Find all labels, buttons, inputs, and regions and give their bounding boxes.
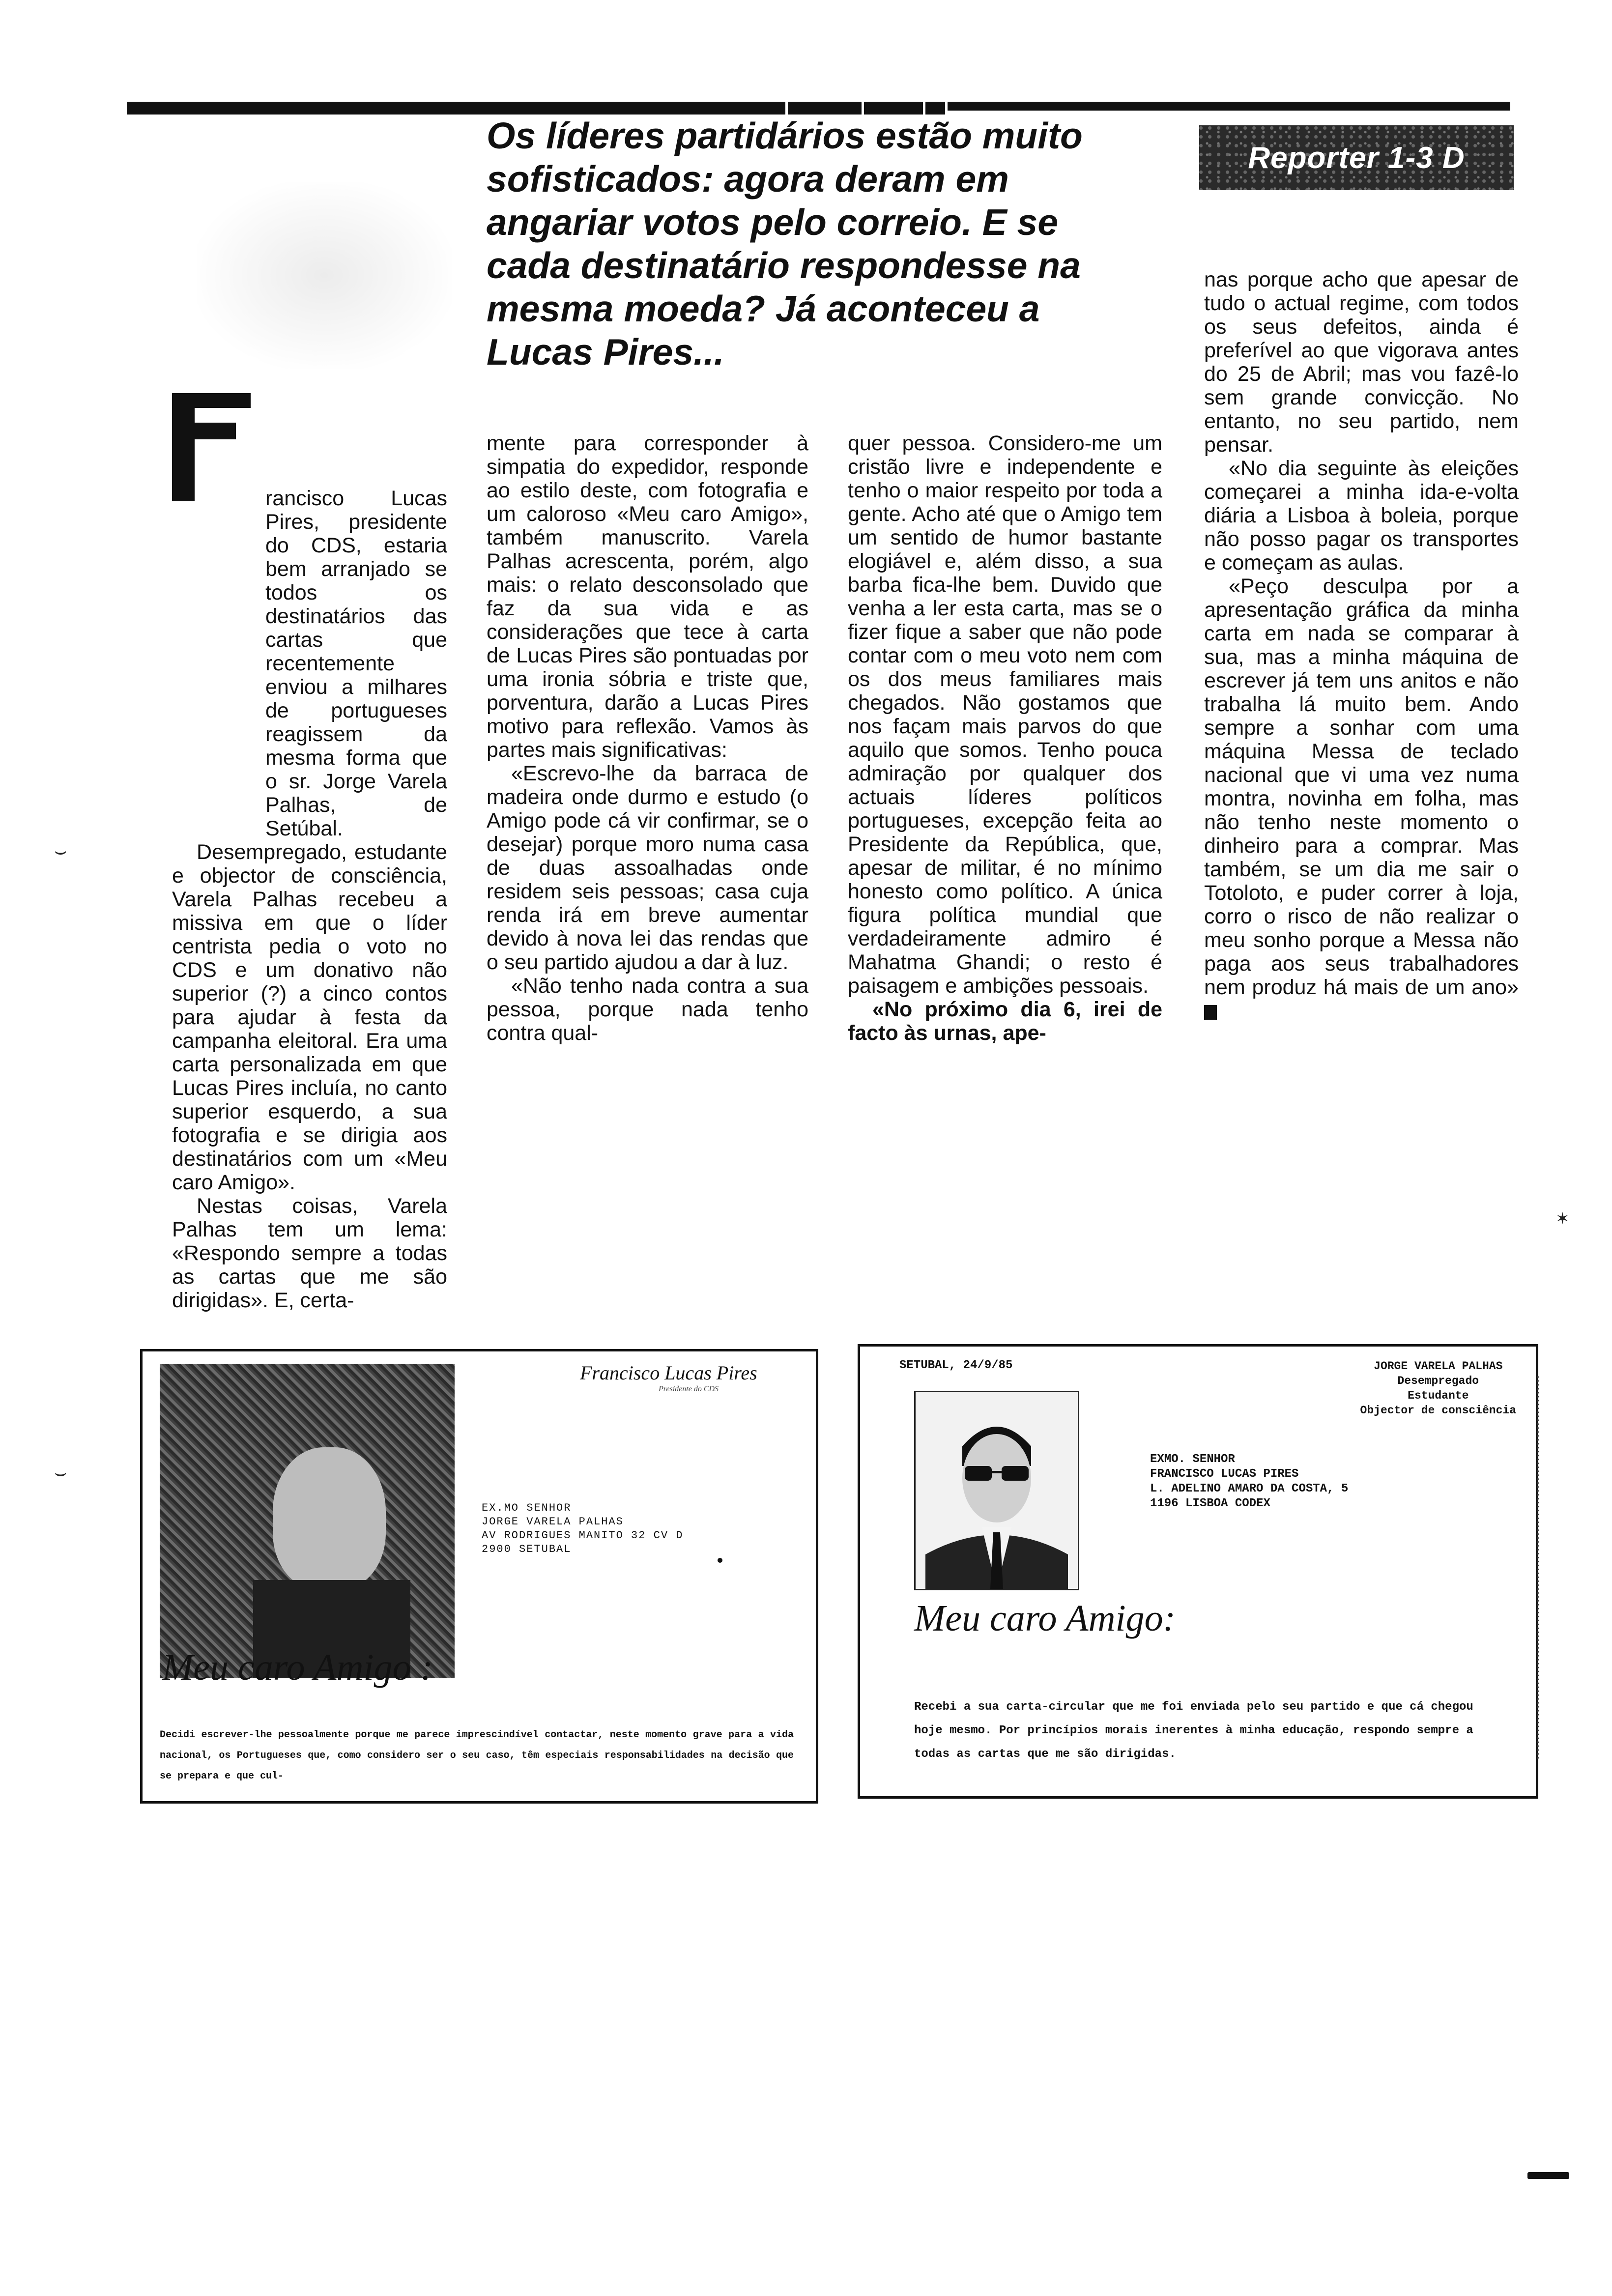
recipient-block <box>1150 1452 1348 1511</box>
address-line: EX.MO SENHOR <box>482 1502 572 1514</box>
header-rule <box>127 102 1510 115</box>
margin-mark-icon: ⌣ <box>54 840 67 862</box>
paragraph: nas porque acho que apesar de tudo o actual regime, com todos os seus defeitos, ainda é preferível ao que vigorava antes do 25 de Abril; mas vou fazê-lo sem grande convicção. No entanto, no seu partido, nem pensar. <box>1204 268 1519 457</box>
paragraph: Nestas coisas, Varela Palhas tem um lema: «Respondo sempre a todas as cartas que me são dirigidas». E, certa- <box>172 1194 447 1312</box>
letter-body: Decidi escrever-lhe pessoalmente porque me parece imprescindível contactar, neste momento grave para a vida nacional, os Portugueses que, como considero ser o seu caso, têm especiais responsabilidades na decisão que se prepara e que cul- <box>160 1729 794 1782</box>
paragraph <box>1204 574 1519 1023</box>
paragraph: mente para corresponder à simpatia do expedidor, responde ao estilo deste, com fotografia e um caloroso «Meu caro Amigo», também manuscrito. Varela Palhas acrescenta, porém, algo mais: o relato desconsolado que faz da sua vida e as considerações que tece à carta de Lucas Pires são pontuadas por uma ironia sóbria e triste que, porventura, darão a Lucas Pires motivo para reflexão. Vamos às partes mais significativas: <box>487 431 808 762</box>
paragraph: rancisco Lucas Pires, presidente do CDS, estaria bem arranjado se todos os destinatários das cartas que recentemente enviou a milhares de portugueses reagissem da mesma forma que o sr. Jorge Varela Palhas, de Setúbal. <box>265 487 447 840</box>
bottom-margin-mark <box>1527 2172 1569 2179</box>
edge-perforation <box>1537 1376 1542 1759</box>
article-column-3 <box>848 431 1162 1045</box>
handwritten-salutation: Meu caro Amigo : <box>162 1647 433 1688</box>
article-column-1 <box>172 487 447 1312</box>
sender-line: Estudante <box>1408 1389 1469 1402</box>
recipient-line: EXMO. SENHOR <box>1150 1453 1235 1466</box>
margin-mark-icon: ✶ <box>1555 1209 1570 1228</box>
drop-cap <box>172 393 251 501</box>
varela-palhas-photo <box>914 1391 1079 1590</box>
address-line: AV RODRIGUES MANITO 32 CV D <box>482 1529 684 1542</box>
letter-date: SETUBAL, 24/9/85 <box>899 1359 1013 1372</box>
headline: Os líderes partidários estão muito sofisticados: agora deram em angariar votos pelo correio. E se cada destinatário respondesse na mesma moeda? Já aconteceu a Lucas Pires... <box>487 115 1083 373</box>
letter-body: Recebi a sua carta-circular que me foi enviada pelo seu partido e que cá chegou hoje mesmo. Por princípios morais inerentes à minha educação, respondo sempre a todas as cartas que me são dirigidas. <box>914 1700 1473 1761</box>
sender-line: Desempregado <box>1397 1375 1479 1387</box>
letter-varela-palhas <box>858 1344 1538 1799</box>
letterhead-subtitle: Presidente do CDS <box>659 1385 719 1393</box>
section-banner <box>1199 125 1514 190</box>
sender-block <box>1360 1359 1516 1418</box>
letter-lucas-pires <box>140 1349 818 1804</box>
recipient-address <box>482 1501 683 1556</box>
paragraph: «No dia seguinte às eleições começarei a minha ida-e-volta diária a Lisboa à boleia, porque não posso pagar os transportes e começam as aulas. <box>1204 457 1519 574</box>
sender-line: Objector de consciência <box>1360 1404 1516 1417</box>
paragraph: «Escrevo-lhe da barraca de madeira onde durmo e estudo (o Amigo pode cá vir confirmar, se o desejar) porque moro numa casa de duas assoalhadas onde residem seis pessoas; casa cuja renda irá em breve aumentar devido à nova lei das rendas que o seu partido ajudou a dar à luz. <box>487 762 808 974</box>
dot-mark <box>718 1558 722 1563</box>
end-mark-icon <box>1204 1005 1217 1020</box>
address-line: JORGE VARELA PALHAS <box>482 1516 624 1528</box>
article-column-2 <box>487 431 808 1045</box>
paragraph: «Não tenho nada contra a sua pessoa, porque nada tenho contra qual- <box>487 974 808 1045</box>
recipient-line: 1196 LISBOA CODEX <box>1150 1497 1270 1510</box>
paragraph-text: «Peço desculpa por a apresentação gráfica da minha carta em nada se comparar à sua, mas a minha máquina de escrever já tem uns anitos e não trabalha lá muito bem. Ando sempre a sonhar com uma máquina Messa de teclado nacional que vi uma vez numa montra, novinha em folha, mas não tenho neste momento o dinheiro para a comprar. Mas também, se um dia me sair o Totoloto, e puder correr à loja, corro o risco de não realizar o meu sonho porque a Messa não paga aos seus trabalhadores nem produz há mais de um ano» <box>1204 574 1519 999</box>
sender-line: JORGE VARELA PALHAS <box>1374 1360 1503 1373</box>
letterhead-name: Francisco Lucas Pires <box>580 1362 757 1384</box>
recipient-line: FRANCISCO LUCAS PIRES <box>1150 1467 1299 1481</box>
lucas-pires-photo <box>160 1364 455 1678</box>
address-line: 2900 SETUBAL <box>482 1543 572 1555</box>
section-banner-label: Reporter 1-3 D <box>1248 141 1465 175</box>
margin-mark-icon: ⌣ <box>54 1462 67 1484</box>
portrait-icon <box>916 1392 1078 1589</box>
paragraph: quer pessoa. Considero-me um cristão livre e independente e tenho o maior respeito por toda a gente. Acho até que o Amigo tem um sentido de humor bastante elogiável e, além disso, a sua barba fica-lhe bem. Duvido que venha a ler esta carta, mas se o fizer fique a saber que não pode contar com o meu voto nem com os dos meus familiares mais chegados. Não gostamos que nos façam mais parvos do que aquilo que somos. Tenho pouca admiração por qualquer dos actuais líderes políticos portugueses, excepção feita ao Presidente da República, que, apesar de militar, é no mínimo honesto como político. A única figura política mundial que verdadeiramente admiro é Mahatma Ghandi; o resto é paisagem e ambições pessoais. <box>848 431 1162 998</box>
handwritten-salutation: Meu caro Amigo: <box>914 1598 1176 1639</box>
recipient-line: L. ADELINO AMARO DA COSTA, 5 <box>1150 1482 1349 1495</box>
paragraph: «No próximo dia 6, irei de facto às urnas, ape- <box>848 998 1162 1045</box>
faint-photo-area <box>197 182 452 369</box>
article-column-4 <box>1204 268 1519 1023</box>
paragraph: Desempregado, estudante e objector de consciência, Varela Palhas recebeu a missiva em que o líder centrista pedia o voto no CDS e um donativo não superior (?) a cinco contos para ajudar à festa da campanha eleitoral. Era uma carta personalizada em que Lucas Pires incluía, no canto superior esquerdo, a sua fotografia e se dirigia aos destinatários com um «Meu caro Amigo». <box>172 840 447 1194</box>
